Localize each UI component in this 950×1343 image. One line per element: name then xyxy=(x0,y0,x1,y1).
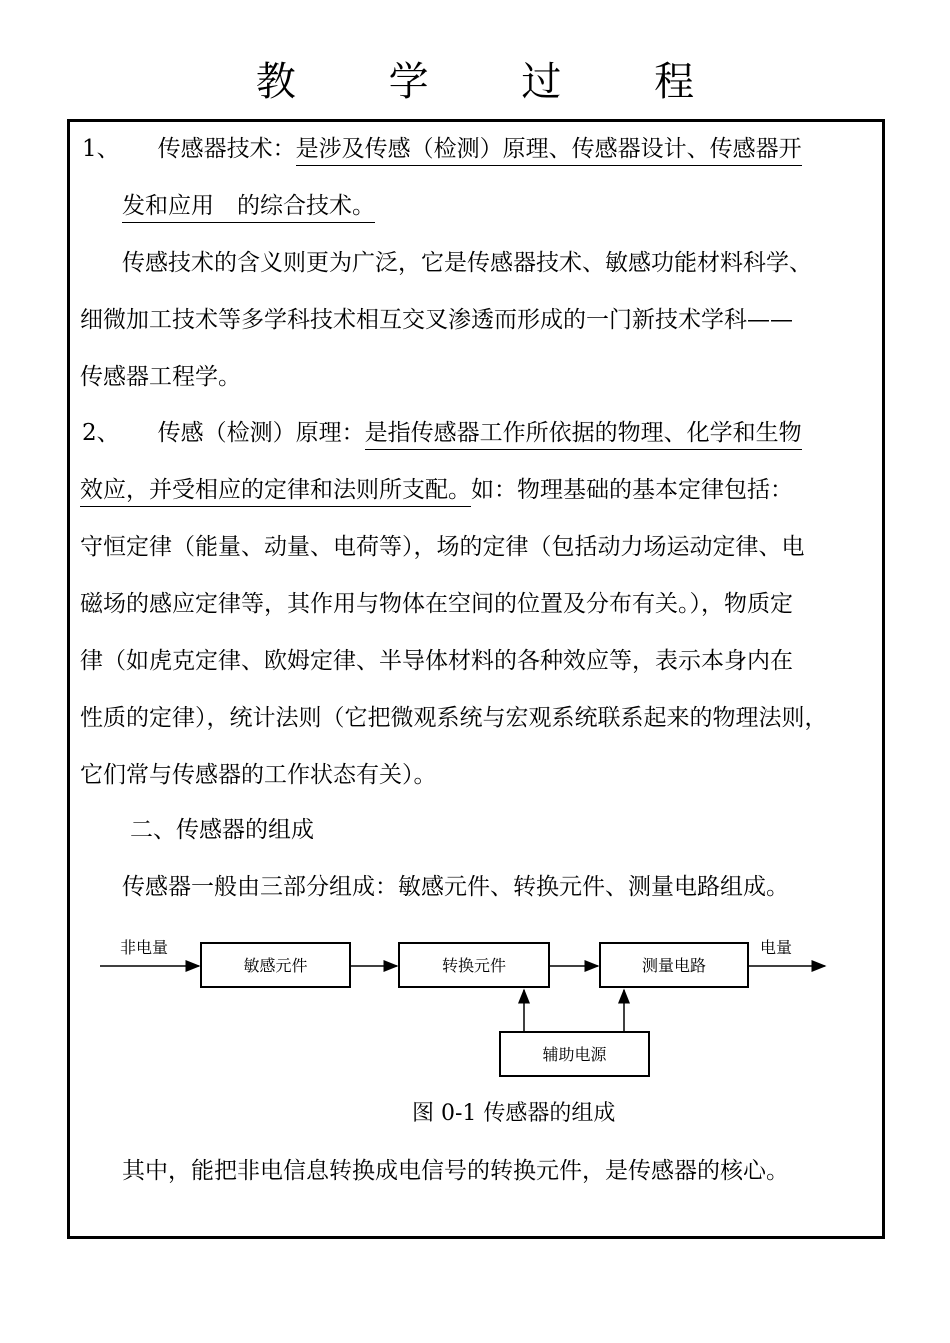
block-auxiliary-power-label: 辅助电源 xyxy=(542,1045,607,1064)
input-label: 非电量 xyxy=(120,938,169,957)
para1-extra-line2: 细微加工技术等多学科技术相互交叉渗透而形成的一门新技术学科—— xyxy=(80,307,793,333)
para2-line6: 性质的定律），统计法则（它把微观系统与宏观系统联系起来的物理法则， xyxy=(80,705,828,731)
para2-line7: 它们常与传感器的工作状态有关）。 xyxy=(80,762,437,788)
block-measuring-circuit-label: 测量电路 xyxy=(641,956,707,975)
para2-definition-part1: 是指传感器工作所依据的物理、化学和生物 xyxy=(365,420,802,450)
para1-term: 传感器技术： xyxy=(157,136,296,162)
para2-definition-part2: 效应，并受相应的定律和法则所支配。 xyxy=(80,477,471,507)
section2-heading: 二、传感器的组成 xyxy=(130,817,314,843)
para2-rest: 如：物理基础的基本定律包括： xyxy=(471,477,793,503)
output-label: 电量 xyxy=(760,938,793,957)
diagram-caption: 图 0-1 传感器的组成 xyxy=(412,1101,616,1126)
para1-number: 1、 xyxy=(82,136,120,162)
page-title: 教 学 过 程 xyxy=(255,59,735,105)
block-sensitive-element-label: 敏感元件 xyxy=(243,956,308,975)
para2-line5: 律（如虎克定律、欧姆定律、半导体材料的各种效应等，表示本身内在 xyxy=(80,648,793,674)
block-conversion-element-label: 转换元件 xyxy=(441,956,507,975)
closing-sentence: 其中，能把非电信息转换成电信号的转换元件，是传感器的核心。 xyxy=(122,1158,789,1184)
para2-term: 传感（检测）原理： xyxy=(157,420,365,446)
para2-line3: 守恒定律（能量、动量、电荷等），场的定律（包括动力场运动定律、电 xyxy=(80,534,805,560)
section2-intro: 传感器一般由三部分组成：敏感元件、转换元件、测量电路组成。 xyxy=(122,874,789,900)
para1-extra-line1: 传感技术的含义则更为广泛，它是传感器技术、敏感功能材料科学、 xyxy=(122,250,812,276)
para2-number: 2、 xyxy=(82,420,120,446)
para1-extra-line3: 传感器工程学。 xyxy=(80,364,241,390)
para1-definition-part1: 是涉及传感（检测）原理、传感器设计、传感器开 xyxy=(296,136,802,166)
para1-definition-part2: 发和应用 的综合技术。 xyxy=(122,193,375,223)
para2-line4: 磁场的感应定律等，其作用与物体在空间的位置及分布有关。），物质定 xyxy=(80,591,793,617)
